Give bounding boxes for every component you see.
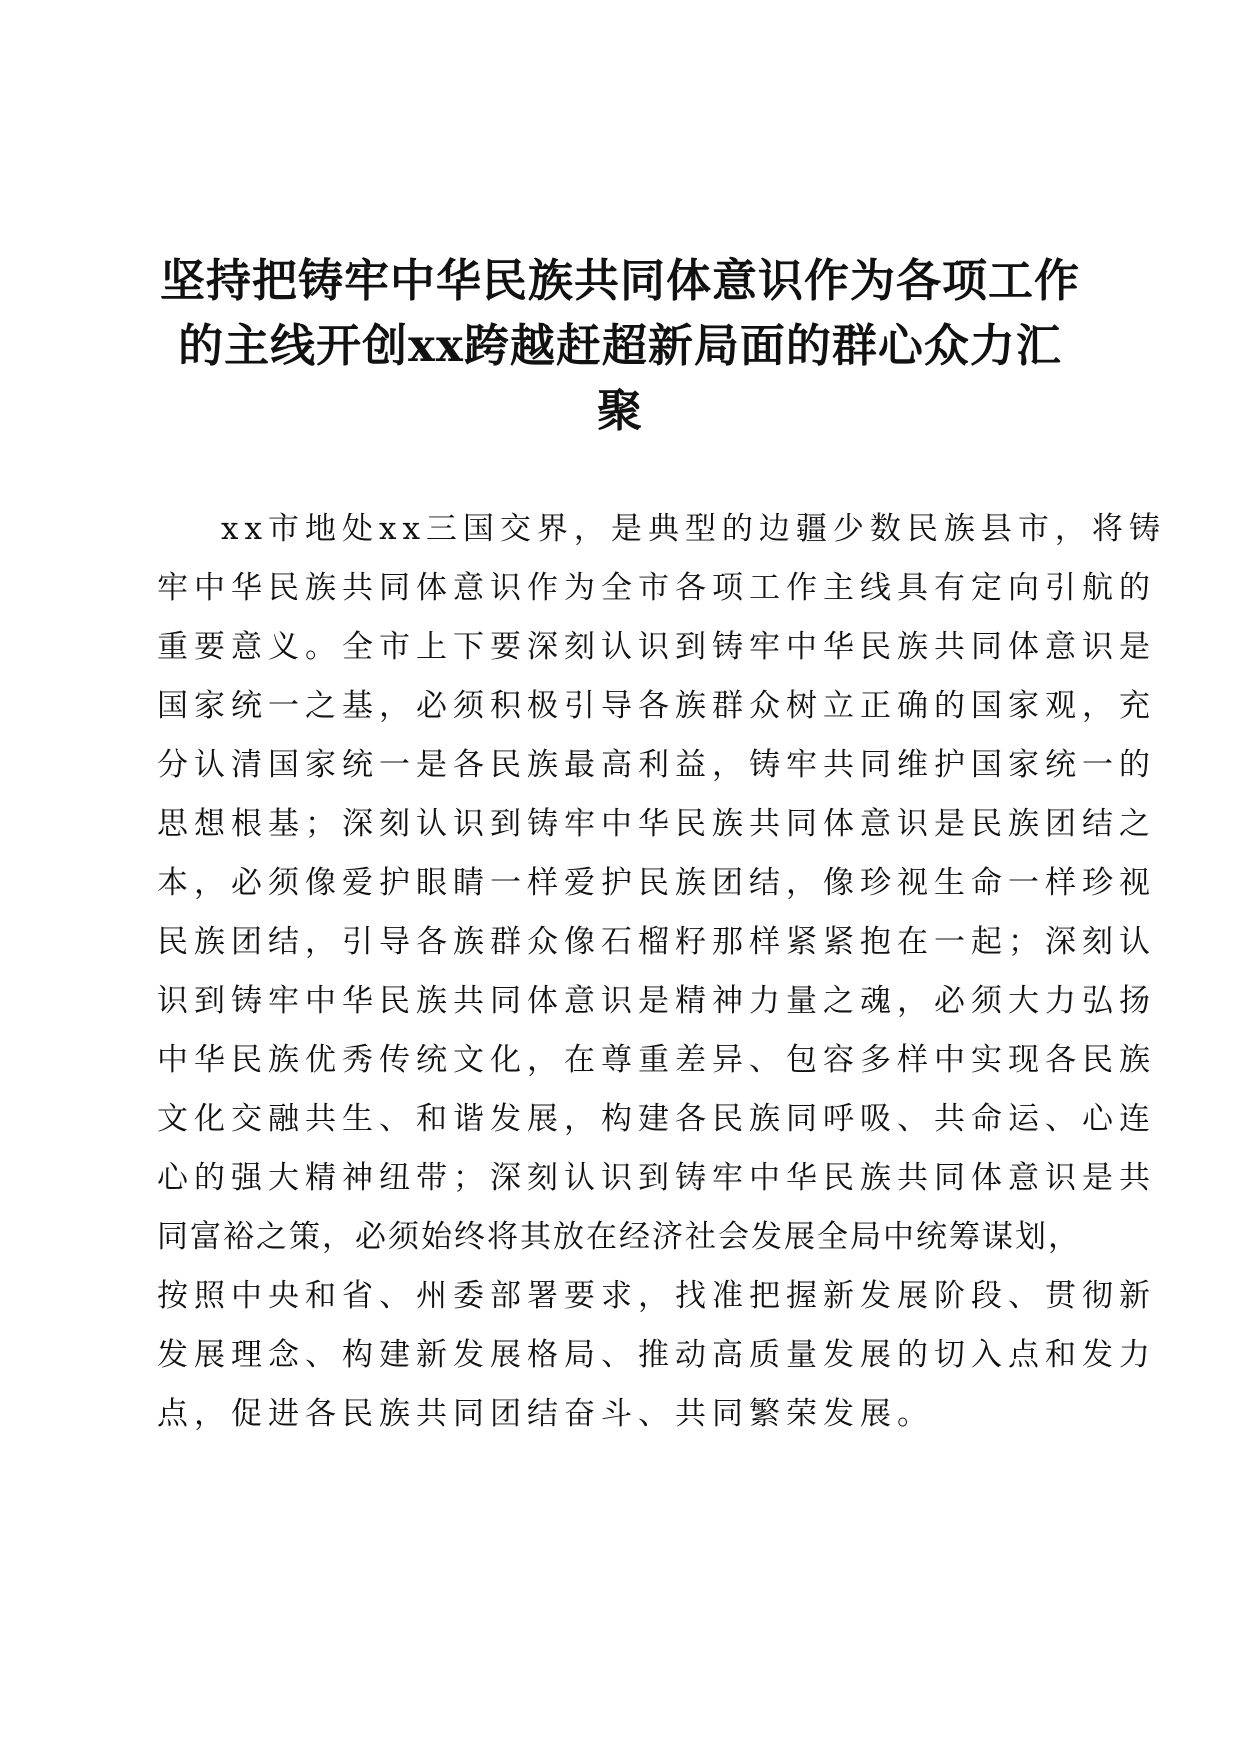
paragraph-line: 国家统一之基，必须积极引导各族群众树立正确的国家观，充 [157,688,1156,724]
paragraph-line: 发展理念、构建新发展格局、推动高质量发展的切入点和发力 [157,1337,1156,1373]
paragraph-line: 分认清国家统一是各民族最高利益，铸牢共同维护国家统一的 [157,747,1156,783]
paragraph-line: 文化交融共生、和谐发展，构建各民族同呼吸、共命运、心连 [157,1101,1156,1137]
paragraph-line: 重要意义。全市上下要深刻认识到铸牢中华民族共同体意识是 [157,629,1156,665]
paragraph-line: 按照中央和省、州委部署要求，找准把握新发展阶段、贯彻新 [157,1278,1156,1314]
paragraph-line: 识到铸牢中华民族共同体意识是精神力量之魂，必须大力弘扬 [157,983,1156,1019]
paragraph-line: 心的强大精神纽带；深刻认识到铸牢中华民族共同体意识是共 [157,1160,1156,1196]
paragraph-line: 牢中华民族共同体意识作为全市各项工作主线具有定向引航的 [157,570,1156,606]
paragraph-line: 本，必须像爱护眼睛一样爱护民族团结，像珍视生命一样珍视 [157,865,1156,901]
paragraph-line: 思想根基；深刻认识到铸牢中华民族共同体意识是民族团结之 [157,806,1156,842]
title-line: 聚 [596,384,643,437]
paragraph-line: 中华民族优秀传统文化，在尊重差异、包容多样中实现各民族 [157,1042,1156,1078]
document-title [150,248,1090,443]
paragraph-line: xx市地处xx三国交界，是典型的边疆少数民族县市，将铸 [221,511,1166,547]
title-line: 的主线开创xx跨越赶超新局面的群心众力汇 [178,319,1062,372]
title-line: 坚持把铸牢中华民族共同体意识作为各项工作 [159,254,1080,307]
paragraph-line: 民族团结，引导各族群众像石榴籽那样紧紧抱在一起；深刻认 [157,924,1156,960]
paragraph-line: 点，促进各民族共同团结奋斗、共同繁荣发展。 [157,1396,934,1432]
body-paragraph [157,500,1166,1444]
paragraph-line: 同富裕之策，必须始终将其放在经济社会发展全局中统筹谋划， [157,1219,1081,1255]
